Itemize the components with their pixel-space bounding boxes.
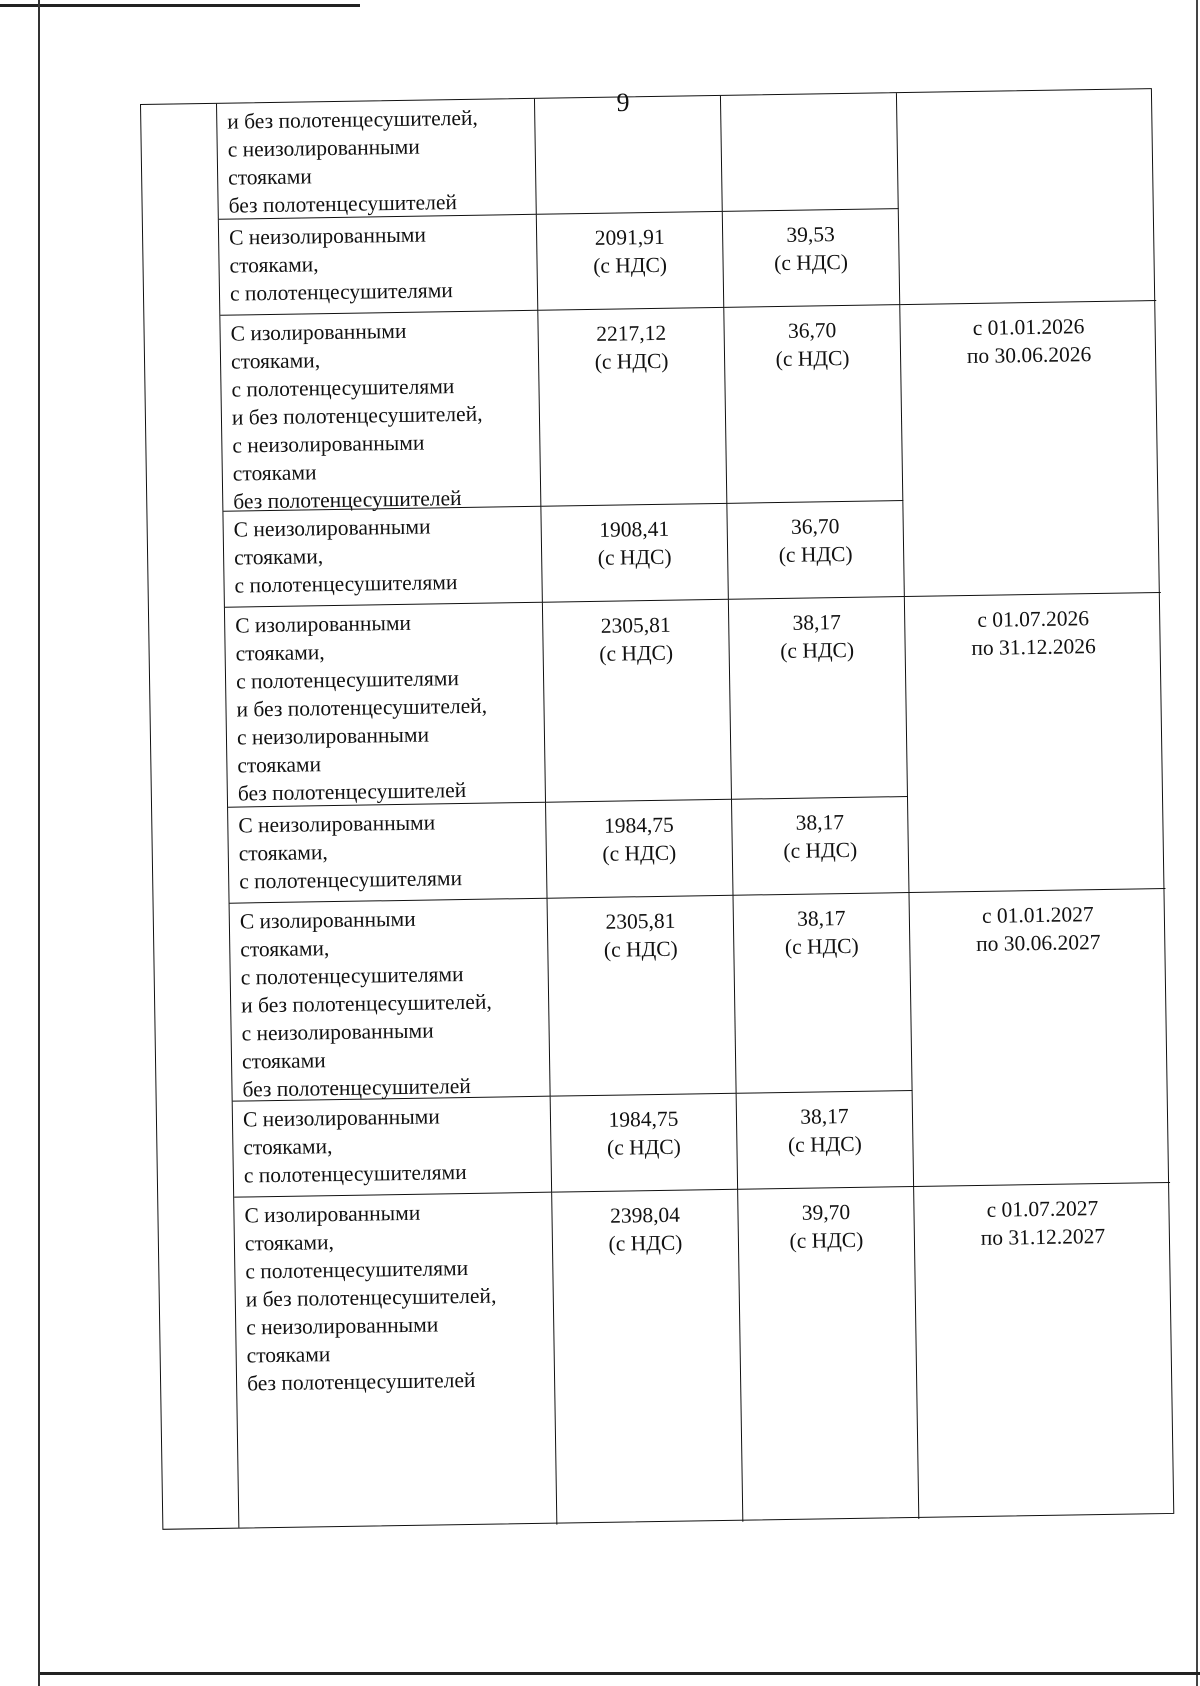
scan-edge-top: [0, 4, 360, 7]
row-value-unit: 38,17 (с НДС): [732, 797, 909, 896]
row-description: С изолированными стояками, с полотенцесушителями и без полотенцесушителей, с неизолированными стояками без полотенцесушителей: [230, 899, 551, 1102]
row-description: С неизолированными стояками, с полотенцесушителями: [219, 215, 538, 316]
row-value-unit: 36,70 (с НДС): [727, 501, 904, 600]
row-value-total: 2305,81 (с НДС): [548, 896, 737, 1097]
row-description: и без полотенцесушителей, с неизолированными стояками без полотенцесушителей: [217, 99, 537, 220]
period-cell: с 01.01.2026 по 30.06.2026: [900, 301, 1161, 597]
scan-edge-right: [1196, 0, 1198, 1686]
row-value-total: 1984,75 (с НДС): [551, 1094, 738, 1193]
row-value-total: 2305,81 (с НДС): [543, 600, 732, 803]
row-value-unit: 38,17 (с НДС): [729, 597, 908, 800]
row-value-unit: 36,70 (с НДС): [724, 305, 903, 504]
period-cell: с 01.07.2026 по 31.12.2026: [905, 593, 1166, 893]
scan-edge-left: [38, 0, 40, 1686]
row-value-total: 1908,41 (с НДС): [541, 504, 728, 603]
row-value-total: 1984,75 (с НДС): [546, 800, 733, 899]
tariff-table: [140, 88, 1174, 1530]
row-description: С неизолированными стояками, с полотенцесушителями: [228, 803, 547, 904]
row-value-total: 2217,12 (с НДС): [538, 308, 727, 507]
row-value-unit: [721, 93, 899, 212]
row-value-total: 2398,04 (с НДС): [552, 1190, 743, 1525]
row-description: С неизолированными стояками, с полотенцесушителями: [233, 1097, 552, 1198]
row-description: С изолированными стояками, с полотенцесушителями и без полотенцесушителей, с неизолированными стояками без полотенцесушителей: [234, 1193, 557, 1530]
row-description: С изолированными стояками, с полотенцесушителями и без полотенцесушителей, с неизолированными стояками без полотенцесушителей: [225, 603, 546, 808]
period-cell: с 01.07.2027 по 31.12.2027: [980, 1196, 1106, 1250]
row-value-unit: 38,17 (с НДС): [737, 1091, 914, 1190]
page-number: 9: [616, 88, 630, 117]
row-value-unit: 39,70 (с НДС): [738, 1187, 919, 1522]
period-cell: с 01.01.2027 по 30.06.2027: [909, 889, 1170, 1187]
row-value-unit: 39,53 (с НДС): [723, 209, 900, 308]
row-value-total: [535, 96, 723, 215]
row-description: С изолированными стояками, с полотенцесушителями и без полотенцесушителей, с неизолированными стояками без полотенцесушителей: [220, 311, 541, 512]
scan-edge-bottom: [40, 1672, 1200, 1675]
row-value-unit: 38,17 (с НДС): [734, 893, 913, 1094]
row-value-total: 2091,91 (с НДС): [537, 212, 724, 311]
row-description: С неизолированными стояками, с полотенцесушителями: [223, 507, 542, 608]
period-cell: [897, 89, 1156, 305]
